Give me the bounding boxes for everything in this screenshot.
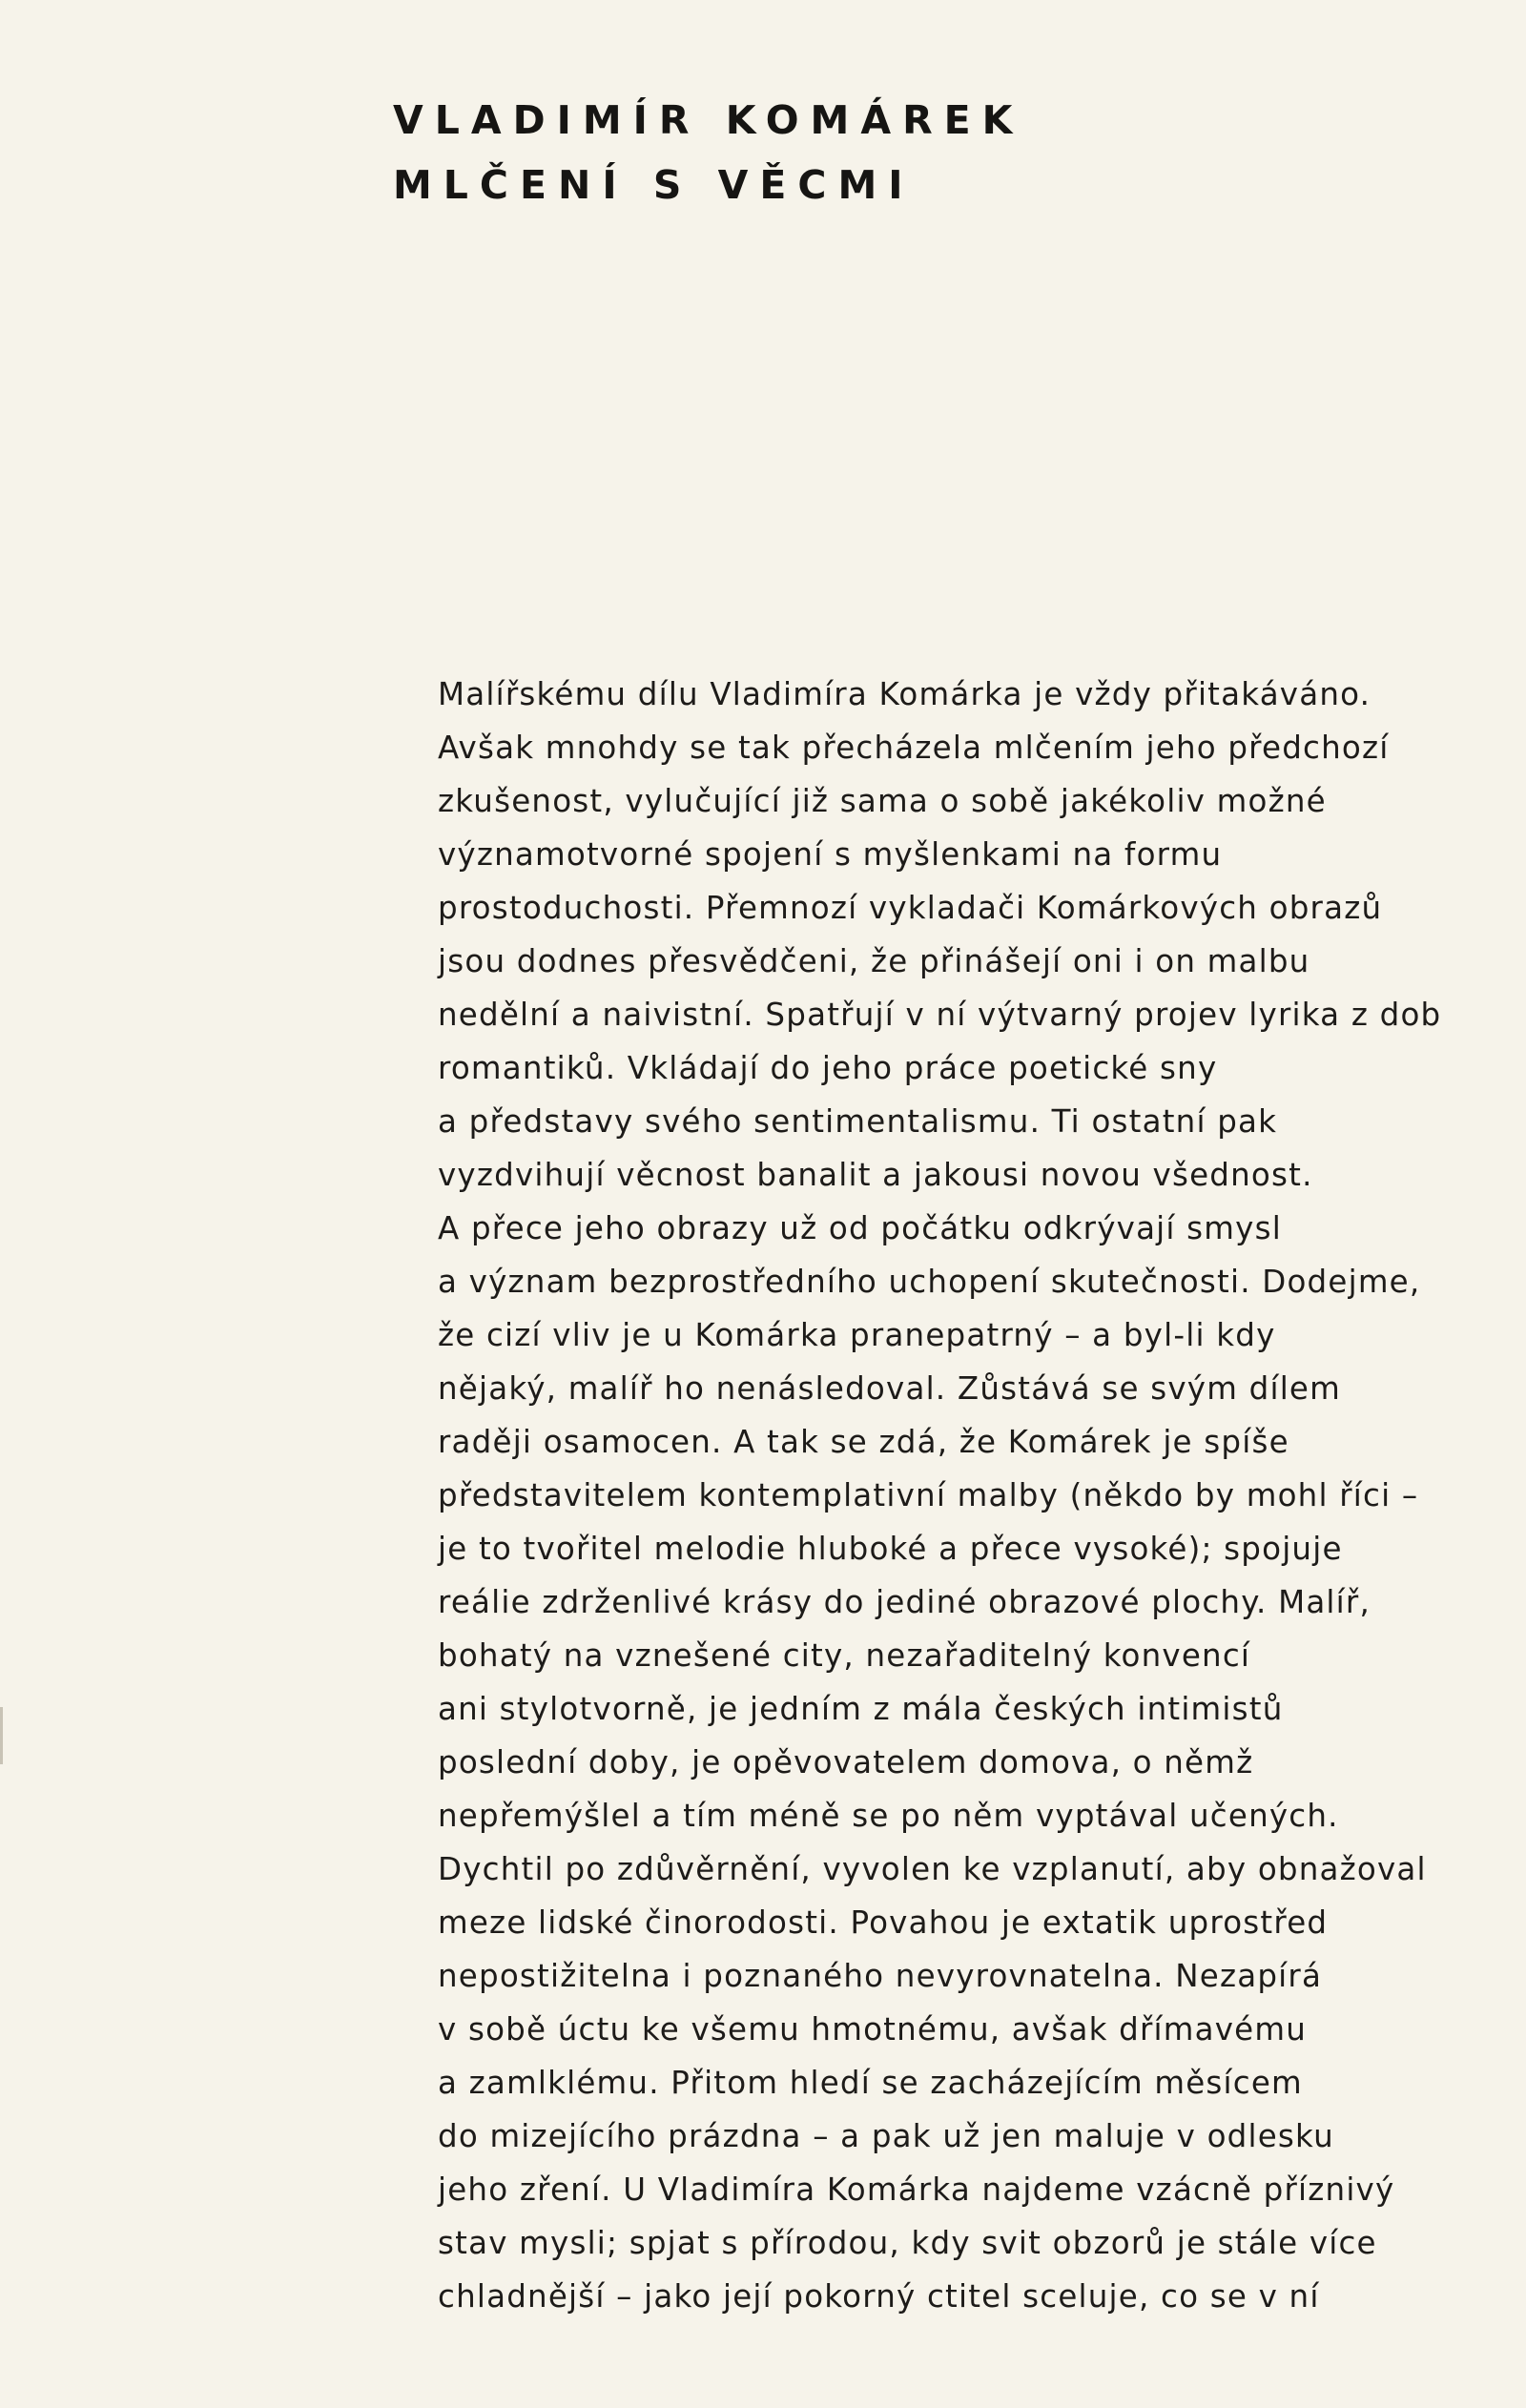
text-line: reálie zdrženlivé krásy do jediné obrazové plochy. Malíř, [438,1584,1371,1620]
text-line: raději osamocen. A tak se zdá, že Komárek je spíše [438,1424,1289,1460]
text-line: že cizí vliv je u Komárka pranepatrný – a byl-li kdy [438,1317,1276,1353]
page-edge-mark [0,1707,3,1764]
text-line: nějaký, malíř ho nenásledoval. Zůstává se svým dílem [438,1370,1341,1407]
essay-title: MLČENÍ S VĚCMI [393,162,915,208]
text-line: vyzdvihují věcnost banalit a jakousi novou všednost. [438,1157,1313,1193]
title-block [393,88,1023,217]
text-line: romantiků. Vkládají do jeho práce poetické sny [438,1050,1218,1086]
text-line: a význam bezprostředního uchopení skutečnosti. Dodejme, [438,1264,1421,1300]
text-line: do mizejícího prázdna – a pak už jen maluje v odlesku [438,2118,1334,2154]
text-line: Malířskému dílu Vladimíra Komárka je vždy přitakáváno. [438,676,1371,712]
text-line: poslední doby, je opěvovatelem domova, o němž [438,1744,1254,1780]
text-line: Avšak mnohdy se tak přecházela mlčením jeho předchozí [438,730,1390,766]
author-name: VLADIMÍR KOMÁREK [393,97,1024,143]
text-line: nepřemýšlel a tím méně se po něm vyptával učených. [438,1798,1339,1834]
text-line: nepostižitelna i poznaného nevyrovnatelna. Nezapírá [438,1958,1323,1994]
text-line: meze lidské činorodosti. Povahou je extatik uprostřed [438,1904,1329,1941]
essay-body [438,668,1487,2323]
text-line: významotvorné spojení s myšlenkami na formu [438,836,1223,873]
text-line: bohatý na vznešené city, nezařaditelný konvencí [438,1637,1251,1674]
text-line: jeho zření. U Vladimíra Komárka najdeme vzácně příznivý [438,2171,1395,2208]
text-line: A přece jeho obrazy už od počátku odkrývají smysl [438,1210,1282,1246]
text-line: Dychtil po zdůvěrnění, vyvolen ke vzplanutí, aby obnažoval [438,1851,1427,1887]
text-line: a zamlklému. Přitom hledí se zacházejícím měsícem [438,2065,1303,2101]
text-line: jsou dodnes přesvědčeni, že přinášejí oni i on malbu [438,943,1310,979]
text-line: prostoduchosti. Přemnozí vykladači Komárkových obrazů [438,890,1383,926]
text-line: v sobě úctu ke všemu hmotnému, avšak dřímavému [438,2011,1308,2048]
text-line: představitelem kontemplativní malby (někdo by mohl říci – [438,1477,1419,1513]
text-line: chladnější – jako její pokorný ctitel sceluje, co se v ní [438,2278,1320,2315]
text-line: zkušenost, vylučující již sama o sobě jakékoliv možné [438,783,1327,819]
text-line: je to tvořitel melodie hluboké a přece vysoké); spojuje [438,1531,1343,1567]
text-line: stav mysli; spjat s přírodou, kdy svit obzorů je stále více [438,2225,1377,2261]
text-line: nedělní a naivistní. Spatřují v ní výtvarný projev lyrika z dob [438,997,1442,1033]
text-line: ani stylotvorně, je jedním z mála českých intimistů [438,1691,1284,1727]
text-line: a představy svého sentimentalismu. Ti ostatní pak [438,1103,1278,1140]
